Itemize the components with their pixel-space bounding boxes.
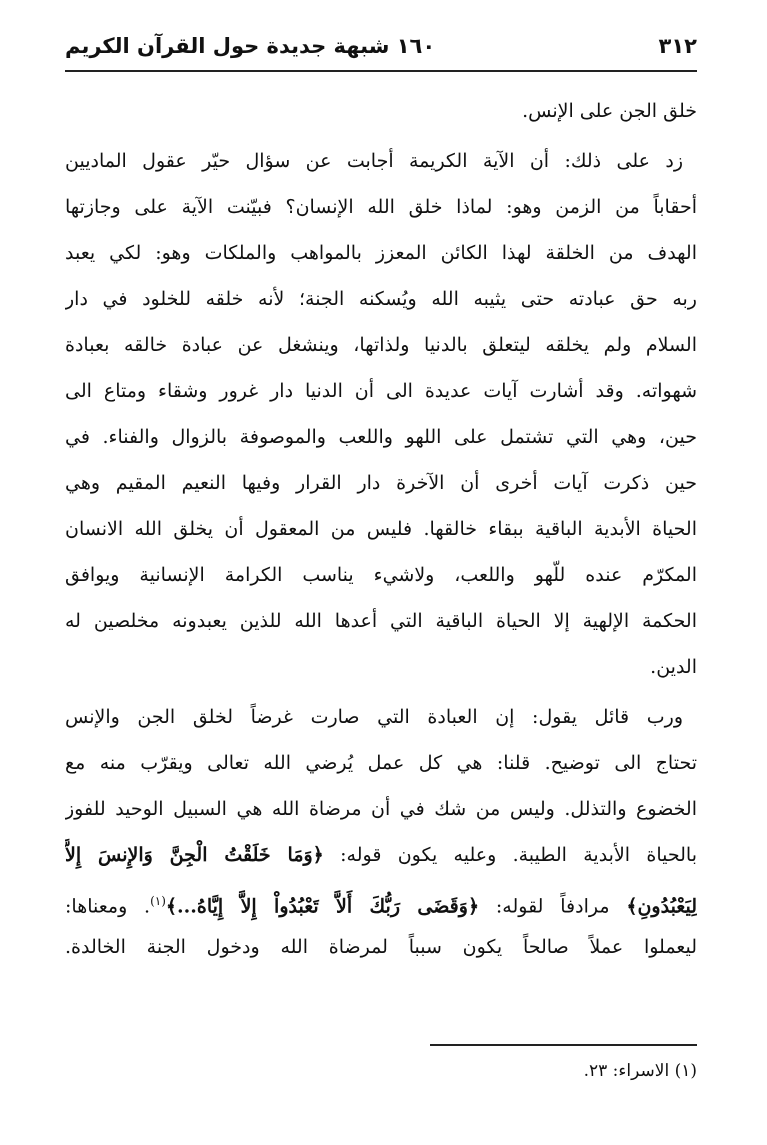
footnote: (١) الاسراء: ٢٣. <box>583 1061 697 1081</box>
text-line: الحكمة الإلهية إلا الحياة الباقية التي أعدها الله للذين يعبدونه مخلصين له <box>65 610 697 632</box>
text-line: تحتاج الى توضيح. قلنا: هي كل عمل يُرضي الله تعالى ويقرّب منه مع <box>65 752 697 774</box>
text-line: السلام ولم يخلقه ليتعلق بالدنيا ولذاتها، وينشغل عن عبادة خالقه بعبادة <box>65 334 697 356</box>
text-line: ربه حق عبادته حتى يثيبه الله ويُسكنه الجنة؛ لأنه خلقه للخلود في دار <box>65 288 697 310</box>
text-line: زد على ذلك: أن الآية الكريمة أجابت عن سؤال حيّر عقول الماديين <box>65 150 683 172</box>
book-title: ١٦٠ شبهة جديدة حول القرآن الكريم <box>65 34 436 58</box>
text-line: أحقاباً من الزمن وهو: لماذا خلق الله الإنسان؟ فبيّنت الآية على وجازتها <box>65 196 697 218</box>
text-line <box>65 832 697 878</box>
text-line: الخضوع والتذلل. وليس من شك في أن مرضاة الله هي السبيل الوحيد للفوز <box>65 798 697 820</box>
main-text <box>65 88 697 970</box>
text-line: الدين. <box>650 656 697 678</box>
text-line: حين ذكرت آيات أخرى أن الآخرة دار القرار وفيها النعيم المقيم وهي <box>65 472 697 494</box>
quran-verse: لِيَعْبُدُونِ﴾ <box>626 895 697 918</box>
text-line <box>65 878 697 924</box>
page-number: ٣١٢ <box>658 34 697 58</box>
text-run: مرادفاً لقوله: <box>495 895 610 918</box>
text-line: المكرّم عنده للّهو واللعب، ولاشيء يناسب الكرامة الإنسانية ويوافق <box>65 564 697 586</box>
footnote-ref: (١) <box>150 894 166 908</box>
text-run: . ومعناها: <box>65 895 151 918</box>
text-line: ليعملوا عملاً صالحاً يكون سبباً لمرضاة الله ودخول الجنة الخالدة. <box>65 936 697 958</box>
text-line: خلق الجن على الإنس. <box>522 100 697 122</box>
text-line: الهدف من الخلقة لهذا الكائن المعزز بالمواهب والملكات وهو: لكي يعبد <box>65 242 697 264</box>
header-divider <box>65 70 697 72</box>
text-line: ورب قائل يقول: إن العبادة التي صارت غرضاً لخلق الجن والإنس <box>65 706 683 728</box>
text-line: حين، وهي التي تشتمل على اللهو واللعب والموصوفة بالزوال والفناء. في <box>65 426 697 448</box>
text-line: الحياة الأبدية الباقية ببقاء خالقها. فليس من المعقول أن يخلق الله الانسان <box>65 518 697 540</box>
text-line: شهواته. وقد أشارت آيات عديدة الى أن الدنيا دار غرور وشقاء ومتاع الى <box>65 380 697 402</box>
text-run: بالحياة الأبدية الطيبة. وعليه يكون قوله: <box>340 844 697 866</box>
quran-verse: ﴿وَقَضَى رَبُّكَ أَلاَّ تَعْبُدُواْ إِلاَّ إِيَّاهُ...﴾ <box>165 895 480 918</box>
quran-verse: ﴿وَمَا خَلَقْتُ الْجِنَّ وَالإِنسَ إِلاَّ <box>65 844 324 866</box>
footnote-divider <box>430 1044 697 1046</box>
running-header <box>65 28 697 64</box>
